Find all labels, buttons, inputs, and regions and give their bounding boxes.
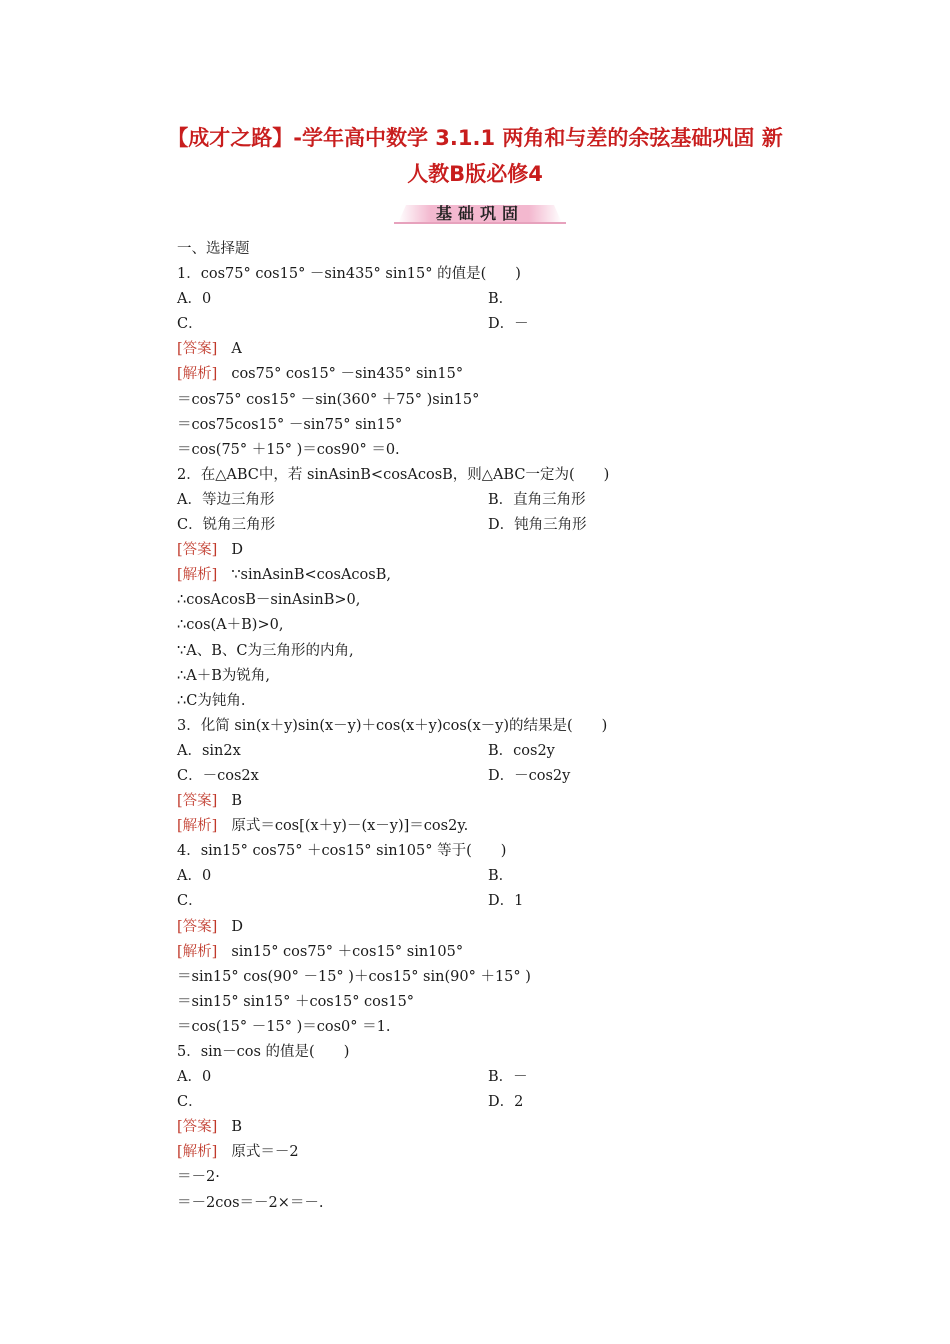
question-3-options-row (177, 764, 737, 789)
analysis-tag: [解析] (177, 366, 218, 383)
question-4-analysis (177, 940, 737, 965)
analysis-line: ∴C为钝角. (177, 692, 246, 709)
question-2-options-row (177, 513, 737, 538)
analysis-line: ＝cos75cos15° －sin75° sin15° (177, 416, 403, 433)
analysis-line: sin15° cos75° ＋cos15° sin105° (231, 943, 464, 960)
question-1-options-row (177, 312, 737, 337)
option-b: B．cos2y (488, 742, 555, 759)
answer-tag: [答案] (177, 918, 218, 935)
analysis-tag: [解析] (177, 818, 218, 835)
analysis-line: ＝－2· (177, 1169, 220, 1186)
option-b: B．－ (488, 1069, 528, 1086)
analysis-tag: [解析] (177, 943, 218, 960)
page-title (120, 120, 830, 192)
analysis-line: ∵A、B、C为三角形的内角, (177, 642, 354, 659)
analysis-line: ∴A＋B为锐角, (177, 667, 270, 684)
question-5-stem: 5．sin－cos 的值是( ) (177, 1044, 350, 1060)
option-a: A．0 (177, 1069, 212, 1086)
question-5-answer (177, 1115, 737, 1140)
question-5-options-row (177, 1090, 737, 1115)
question-list (177, 237, 737, 1216)
title-line-2: 人教B版必修4 (407, 162, 543, 186)
analysis-line: ∵sinAsinB<cosAcosB, (231, 567, 391, 584)
question-5-analysis (177, 1140, 737, 1165)
option-d: D．－cos2y (488, 767, 571, 784)
analysis-tag: [解析] (177, 1144, 218, 1161)
question-4-answer (177, 915, 737, 940)
option-b: B．直角三角形 (488, 491, 586, 508)
option-a: A．等边三角形 (177, 491, 275, 508)
title-line-1: 【成才之路】-学年高中数学 3.1.1 两角和与差的余弦基础巩固 新 (167, 126, 783, 150)
answer-value: B (231, 1119, 242, 1136)
analysis-tag: [解析] (177, 567, 218, 584)
question-1-options-row (177, 287, 737, 312)
analysis-line: ＝－2cos＝－2×＝－. (177, 1194, 324, 1211)
analysis-line: 原式＝cos[(x＋y)－(x－y)]＝cos2y. (231, 818, 469, 835)
option-c: C．锐角三角形 (177, 517, 276, 534)
analysis-line: 原式＝－2 (231, 1144, 299, 1161)
question-2-options-row (177, 488, 737, 513)
question-1-stem: 1．cos75° cos15° －sin435° sin15° 的值是( ) (177, 266, 521, 283)
option-d: D．1 (488, 893, 524, 910)
analysis-line: ＝cos(15° －15° )＝cos0° ＝1. (177, 1018, 391, 1035)
question-1-answer (177, 337, 737, 362)
option-d: D．2 (488, 1094, 524, 1111)
section-heading: 一、选择题 (177, 241, 250, 257)
option-b: B． (488, 291, 514, 308)
banner-label: 基础巩固 (435, 204, 524, 223)
answer-value: D (231, 918, 243, 935)
option-c: C． (177, 316, 203, 333)
answer-tag: [答案] (177, 341, 218, 358)
answer-tag: [答案] (177, 1119, 218, 1136)
question-2-stem: 2．在△ABC中，若 sinAsinB<cosAcosB，则△ABC一定为( ) (177, 466, 610, 483)
analysis-line: ＝cos75° cos15° －sin(360° ＋75° )sin15° (177, 391, 480, 408)
question-2-answer (177, 538, 737, 563)
question-3-analysis (177, 814, 737, 839)
question-4-options-row (177, 864, 737, 889)
answer-value: D (231, 542, 243, 559)
option-d: D．钝角三角形 (488, 517, 587, 534)
question-2-analysis (177, 563, 737, 588)
answer-value: A (231, 341, 242, 358)
question-5-options-row (177, 1065, 737, 1090)
option-c: C． (177, 893, 203, 910)
option-c: C． (177, 1094, 203, 1111)
answer-value: B (231, 793, 242, 810)
analysis-line: ＝sin15° sin15° ＋cos15° cos15° (177, 993, 415, 1010)
option-b: B． (488, 868, 514, 885)
analysis-line: ＝cos(75° ＋15° )＝cos90° ＝0. (177, 441, 400, 458)
question-3-options-row (177, 739, 737, 764)
option-d: D．－ (488, 316, 529, 333)
analysis-line: ∴cos(A＋B)>0, (177, 617, 284, 634)
question-3-stem: 3．化简 sin(x＋y)sin(x－y)＋cos(x＋y)cos(x－y)的结果是( ) (177, 717, 608, 734)
analysis-line: ＝sin15° cos(90° －15° )＋cos15° sin(90° ＋15° ) (177, 968, 531, 985)
analysis-line: cos75° cos15° －sin435° sin15° (231, 366, 464, 383)
question-3-answer (177, 789, 737, 814)
analysis-line: ∴cosAcosB－sinAsinB>0, (177, 592, 361, 609)
option-a: A．0 (177, 291, 212, 308)
question-4-options-row (177, 889, 737, 914)
answer-tag: [答案] (177, 542, 218, 559)
question-4-stem: 4．sin15° cos75° ＋cos15° sin105° 等于( ) (177, 843, 507, 860)
option-a: A．0 (177, 868, 212, 885)
question-1-analysis (177, 362, 737, 387)
option-a: A．sin2x (177, 742, 241, 759)
option-c: C．－cos2x (177, 767, 259, 784)
answer-tag: [答案] (177, 793, 218, 810)
